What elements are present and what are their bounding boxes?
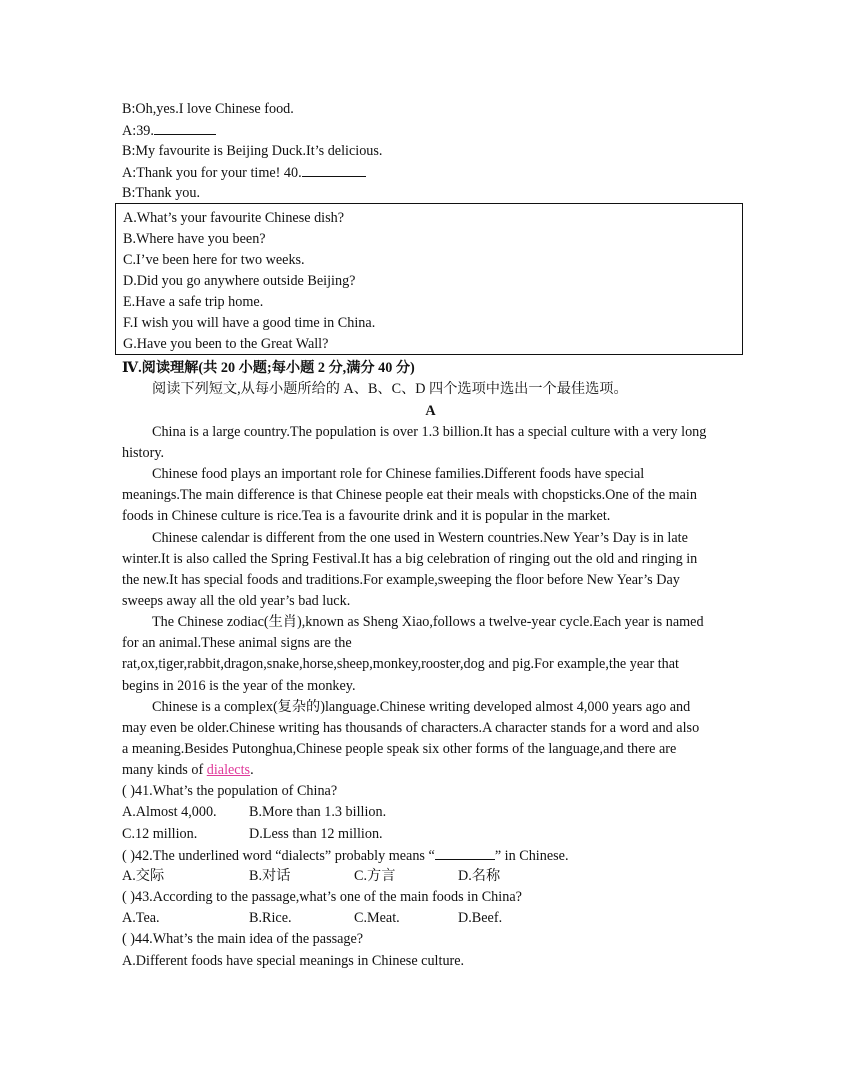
answer-blank-42[interactable] bbox=[435, 846, 495, 860]
options-box bbox=[115, 203, 743, 355]
question-44: ( )44.What’s the main idea of the passage? bbox=[122, 931, 364, 947]
section-heading-total: 40 bbox=[378, 360, 393, 376]
q42-option-a: A.交际 bbox=[122, 868, 165, 884]
passage-p3-line1: Chinese calendar is different from the one used in Western countries.New Year’s Day is in late bbox=[152, 530, 688, 546]
option-e: E.Have a safe trip home. bbox=[123, 294, 264, 310]
passage-p4-line4: begins in 2016 is the year of the monkey. bbox=[122, 678, 356, 694]
passage-p5-line1: Chinese is a complex(复杂的)language.Chinese writing developed almost 4,000 years ago and bbox=[152, 699, 691, 715]
q42-option-b: B.对话 bbox=[249, 868, 291, 884]
option-f: F.I wish you will have a good time in China. bbox=[123, 315, 376, 331]
passage-p1-line1: China is a large country.The population is over 1.3 billion.It has a special culture with a very long bbox=[152, 424, 707, 440]
q43-option-d: D.Beef. bbox=[458, 910, 503, 926]
option-g: G.Have you been to the Great Wall? bbox=[123, 336, 329, 352]
question-42-text: ( )42.The underlined word “dialects” probably means “ bbox=[122, 848, 435, 864]
q44-option-a: A.Different foods have special meanings in Chinese culture. bbox=[122, 953, 465, 969]
q42-option-d: D.名称 bbox=[458, 868, 501, 884]
dialogue-line-b3: B:Thank you. bbox=[122, 185, 201, 201]
option-b: B.Where have you been? bbox=[123, 231, 266, 247]
passage-p1-line2: history. bbox=[122, 445, 165, 461]
q41-option-b: B.More than 1.3 billion. bbox=[249, 804, 387, 820]
q41-option-a: A.Almost 4,000. bbox=[122, 804, 217, 820]
option-a: A.What’s your favourite Chinese dish? bbox=[123, 210, 345, 226]
option-d: D.Did you go anywhere outside Beijing? bbox=[123, 273, 356, 289]
passage-p5-line4-text: many kinds of bbox=[122, 762, 207, 778]
passage-p4-line2: for an animal.These animal signs are the bbox=[122, 635, 352, 651]
passage-p4-line1: The Chinese zodiac(生肖),known as Sheng Xiao,follows a twelve-year cycle.Each year is named bbox=[152, 614, 704, 630]
dialogue-line-a39 bbox=[122, 121, 216, 139]
q41-option-c: C.12 million. bbox=[122, 826, 198, 842]
passage-p5-line2: may even be older.Chinese writing has thousands of characters.A character stands for a word and also bbox=[122, 720, 700, 736]
passage-p4-line3: rat,ox,tiger,rabbit,dragon,snake,horse,sheep,monkey,rooster,dog and pig.For example,the year that bbox=[122, 656, 679, 672]
q43-option-b: B.Rice. bbox=[249, 910, 292, 926]
section-heading-suffix: 分) bbox=[392, 360, 415, 376]
q43-option-c: C.Meat. bbox=[354, 910, 400, 926]
q43-option-a: A.Tea. bbox=[122, 910, 160, 926]
dialogue-line-a40-text: A:Thank you for your time! 40. bbox=[122, 165, 302, 181]
dialogue-line-b2: B:My favourite is Beijing Duck.It’s delicious. bbox=[122, 143, 383, 159]
dialects-link[interactable]: dialects bbox=[206, 762, 251, 778]
q42-option-c: C.方言 bbox=[354, 868, 396, 884]
dialogue-line-b1: B:Oh,yes.I love Chinese food. bbox=[122, 101, 294, 117]
dialogue-line-a39-text: A:39. bbox=[122, 123, 154, 139]
section-heading-mid1: 小题;每小题 bbox=[235, 360, 318, 376]
dialogue-line-a40 bbox=[122, 163, 366, 181]
passage-p5-line4-end: . bbox=[250, 762, 254, 778]
section-heading-points: 2 bbox=[317, 360, 325, 376]
section-heading-prefix: Ⅳ.阅读理解(共 bbox=[122, 360, 221, 376]
answer-blank-39[interactable] bbox=[154, 121, 216, 135]
question-43: ( )43.According to the passage,what’s one of the main foods in China? bbox=[122, 889, 522, 905]
q41-option-d: D.Less than 12 million. bbox=[249, 826, 383, 842]
section-instruction: 阅读下列短文,从每小题所给的 A、B、C、D 四个选项中选出一个最佳选项。 bbox=[152, 381, 628, 397]
passage-p3-line2: winter.It is also called the Spring Festival.It has a big celebration of ringing out the old and ringing in bbox=[122, 551, 698, 567]
question-41: ( )41.What’s the population of China? bbox=[122, 783, 338, 799]
answer-blank-40[interactable] bbox=[302, 163, 366, 177]
passage-p3-line4: sweeps away all the old year’s bad luck. bbox=[122, 593, 351, 609]
section-heading-count: 20 bbox=[220, 360, 236, 376]
question-42 bbox=[122, 846, 569, 864]
passage-p2-line3: foods in Chinese culture is rice.Tea is a favourite drink and it is popular in the market. bbox=[122, 508, 611, 524]
question-42-end: ” in Chinese. bbox=[494, 848, 569, 864]
option-c: C.I’ve been here for two weeks. bbox=[123, 252, 305, 268]
passage-p5-line3: a meaning.Besides Putonghua,Chinese people speak six other forms of the language,and there are bbox=[122, 741, 677, 757]
passage-p2-line2: meanings.The main difference is that Chinese people eat their meals with chopsticks.One of the main bbox=[122, 487, 697, 503]
passage-label: A bbox=[425, 403, 436, 419]
passage-p3-line3: the new.It has special foods and traditions.For example,sweeping the floor before New Year’s Day bbox=[122, 572, 680, 588]
section-heading bbox=[122, 359, 415, 377]
passage-p2-line1: Chinese food plays an important role for Chinese families.Different foods have special bbox=[152, 466, 645, 482]
passage-p5-line4 bbox=[122, 761, 254, 779]
section-heading-mid2: 分,满分 bbox=[324, 360, 379, 376]
